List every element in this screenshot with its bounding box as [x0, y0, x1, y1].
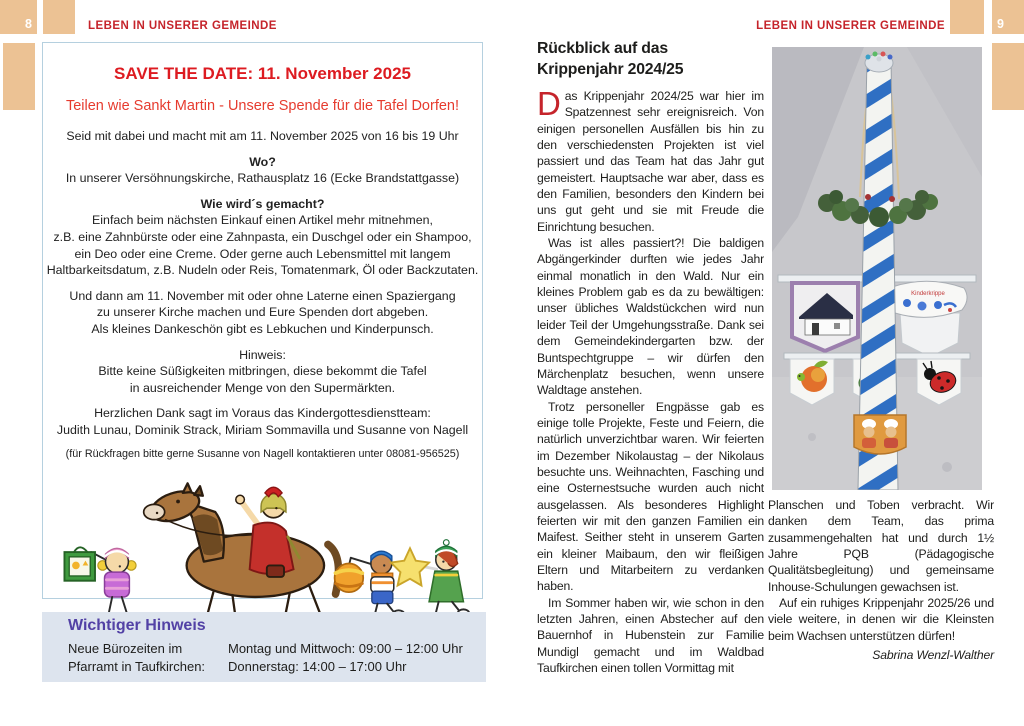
notice-labels: [68, 640, 226, 675]
note-line: Bitte keine Süßigkeiten mitbringen, diese bekommt die Tafel: [98, 364, 427, 379]
thanks-line: Judith Lunau, Dominik Strack, Miriam Sommavilla und Susanne von Nagell: [56, 422, 469, 437]
kinderkrippe-sign-icon: [889, 281, 967, 317]
how-line: ein Deo oder eine Creme. Oder gerne auch Lebensmittel mit langem: [74, 246, 451, 261]
running-header-right: LEBEN IN UNSERER GEMEINDE: [756, 20, 945, 32]
notice-label-line: Neue Bürozeiten im: [68, 641, 183, 656]
note-line: in ausreichender Menge von den Supermärkten.: [129, 380, 396, 395]
dropcap: D: [537, 85, 561, 122]
walk-line: Als kleines Dankeschön gibt es Lebkuchen und Kinderpunsch.: [91, 321, 434, 336]
contact-note: (für Rückfragen bitte gerne Susanne von Nagell kontaktieren unter 08081-956525): [65, 447, 460, 460]
how-label: Wie wird´s gemacht?: [200, 196, 325, 211]
how-line: Haltbarkeitsdatum, z.B. Nudeln oder Reis, Tomatenmark, Öl oder Backzutaten.: [46, 263, 479, 278]
save-intro: Seid mit dabei und macht mit am 11. November 2025 von 16 bis 19 Uhr: [66, 129, 459, 143]
corner-square: [0, 0, 37, 34]
page-number-left: 8: [25, 17, 32, 31]
notice-hours-line: Montag und Mittwoch: 09:00 – 12:00 Uhr: [228, 641, 463, 656]
corner-square: [992, 0, 1024, 34]
corner-square: [3, 43, 35, 110]
running-header-left: LEBEN IN UNSERER GEMEINDE: [88, 20, 277, 32]
save-title: SAVE THE DATE: 11. November 2025: [114, 64, 411, 83]
save-subtitle: Teilen wie Sankt Martin - Unsere Spende für die Tafel Dorfen!: [65, 98, 460, 114]
important-notice-box: [42, 612, 486, 682]
article-column-1: [537, 85, 764, 676]
sign-text: Kinderkrippe: [911, 291, 945, 297]
house-sign-icon: [792, 283, 858, 351]
walk-line: Und dann am 11. November mit oder ohne Laterne einen Spaziergang: [69, 288, 456, 303]
article-paragraph: Auf ein ruhiges Krippenjahr 2025/26 und viele weitere, in denen wir die Kleinsten beim Wachsen unterstützen dürfen!: [768, 596, 994, 643]
corner-square: [992, 43, 1024, 110]
article-title-line2: Krippenjahr 2024/25: [537, 60, 684, 78]
note-label: Hinweis:: [239, 347, 286, 362]
how-line: Einfach beim nächsten Einkauf einen Artikel mehr mitnehmen,: [92, 213, 433, 228]
notice-hours-line: Donnerstag: 14:00 – 17:00 Uhr: [228, 658, 407, 674]
article-paragraph: Planschen und Toben verbracht. Wir danken dem Team, das prima zusammengehalten hat und durch 1½ Jahre PQB (Pädagogische Qualitätsbegleitung) und gemeinsame Inhouse-Schulungen gewachsen ist.: [768, 498, 994, 594]
paragraph-text: as Krippenjahr 2024/25 war hier im Spatzennest sehr ereignisreich. Von einigen personellen Ausfällen bis hin zu den verschiedensten Projekten ist viel passiert und das Team hat das Jahr gut gemeistert. Hauptsache war aber, dass es den Familien, besonders den Kindern bei uns gut geht und sie mit Freude die Einrichtung besuchen.: [537, 89, 764, 234]
corner-square: [950, 0, 984, 34]
article-paragraph: Im Sommer haben wir, wie schon in den letzten Jahren, einen Abstecher auf den Bauernhof in Hubenstein zur Familie Mundigl gemacht und im Waldbad Taufkirchen einen tollen Vormittag mit: [537, 595, 764, 676]
corner-square: [43, 0, 75, 34]
notice-hours: [228, 640, 478, 675]
where-text: In unserer Versöhnungskirche, Rathausplatz 16 (Ecke Brandstattgasse): [65, 171, 460, 186]
children-shield-icon: [854, 415, 906, 454]
notice-title: Wichtiger Hinweis: [68, 617, 206, 634]
lantern-girl-icon: [64, 547, 137, 622]
maypole-photo: [772, 47, 982, 490]
thanks-line: Herzlichen Dank sagt im Voraus das Kindergottesdienstteam:: [94, 406, 431, 421]
article-title-line1: Rückblick auf das: [537, 40, 668, 57]
article-paragraph: Was ist alles passiert?! Die baldigen Abgängerkinder durften wie jedes Jahr einmal monatlich in den Wald. Nur ein kleines Problem gab es da zu bewältigen: unser übliches Waldstückchen wird nun leider Teil der Umgehungsstraße. Dank sei dem Gemeindekindergarten bzw. der Buntspechtgruppe – wir dürfen den Märchenplatz besuchen, wenn unsere Waldtage anstehen.: [537, 236, 764, 398]
article-title: [537, 39, 683, 80]
page-number-right: 9: [997, 17, 1004, 31]
article-signature: Sabrina Wenzl-Walther: [872, 648, 994, 663]
walk-line: zu unserer Kirche machen und Eure Spenden dort abgeben.: [96, 305, 429, 320]
article-column-2: [768, 497, 994, 663]
save-the-date-box: [42, 42, 483, 599]
article-paragraph: Trotz personeller Engpässe gab es einige tolle Projekte, Feste und Feiern, die natürlich unverzichtbar waren. Wir feierten im Dezember Nikolaustag – der Nikolaus besuchte uns. Weihnachten, Fasching und eine Osternestsuche wurden auch nicht ausgelassen. Als besonderes Highlight feierten wir mit den ganzen Familien ein Maifest. Seither steht in unserem Garten ein kleiner Maibaum, den wir fleißigen Eltern und Mitarbeitern zu verdanken haben.: [537, 399, 764, 594]
notice-label-line: Pfarramt in Taufkirchen:: [68, 658, 206, 674]
article-paragraph: [537, 85, 764, 235]
how-line: z.B. eine Zahnbürste oder eine Zahnpasta, ein Duschgel oder ein Shampoo,: [53, 229, 472, 244]
where-label: Wo?: [249, 154, 276, 169]
